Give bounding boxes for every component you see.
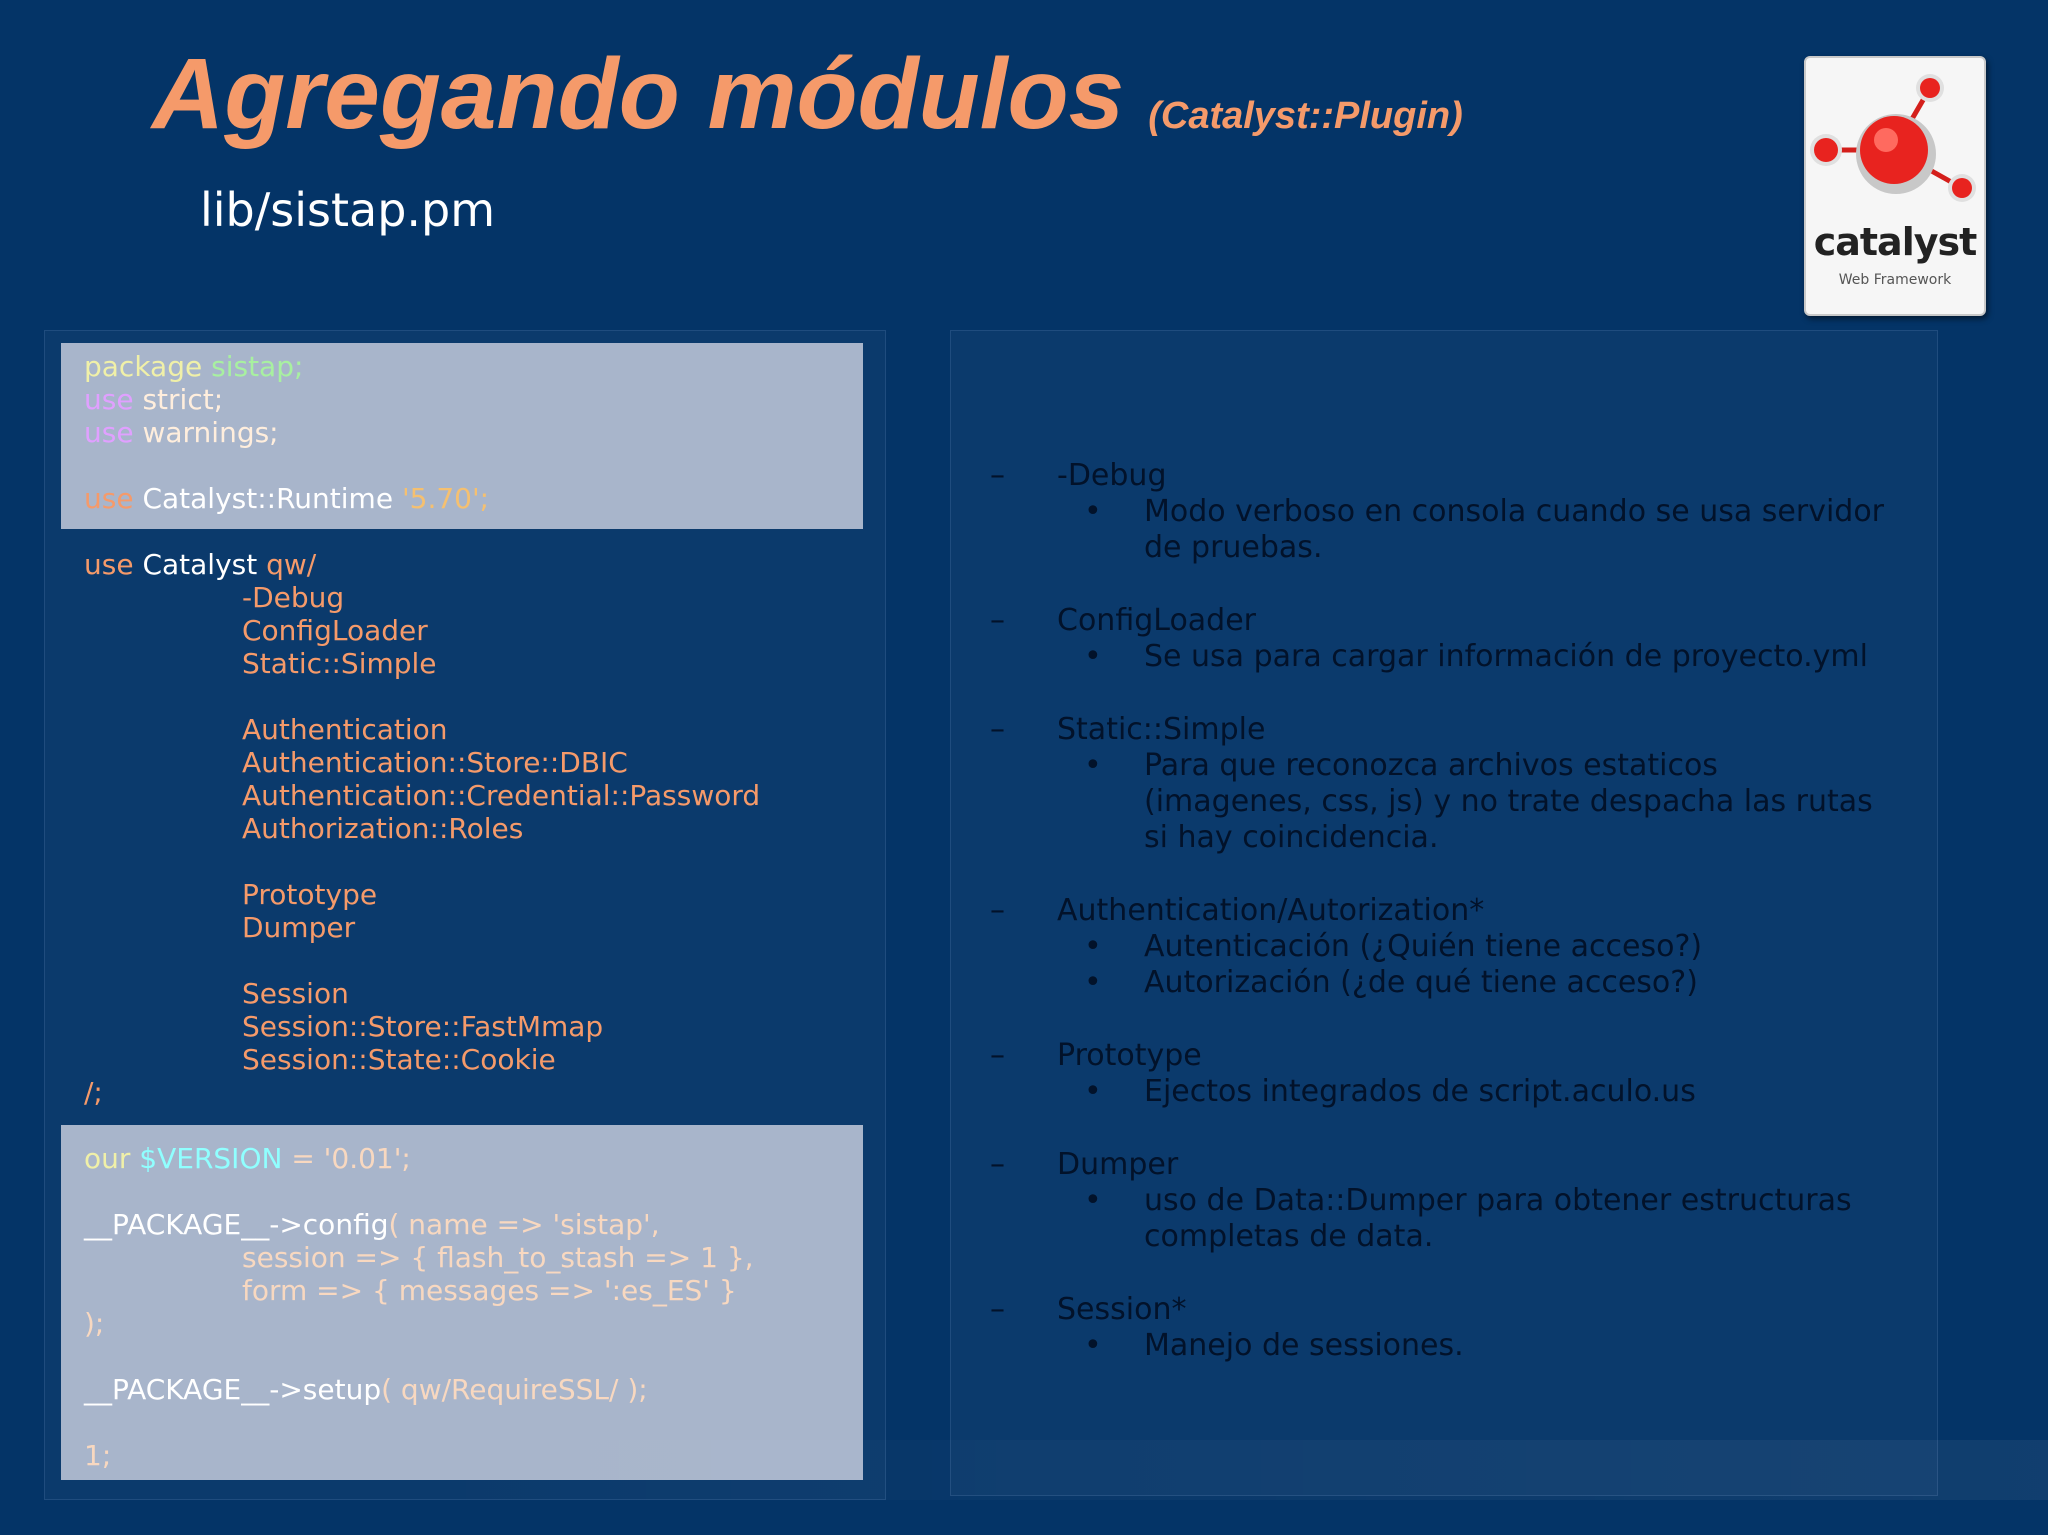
code-variable: $VERSION	[130, 1142, 283, 1175]
code-plugin: Static::Simple	[242, 647, 437, 680]
list-bullet: •	[1084, 639, 1102, 674]
module-name: ConfigLoader	[1057, 603, 1257, 638]
code-keyword: use	[84, 416, 134, 449]
module-name: Static::Simple	[1057, 712, 1266, 747]
code-plugin: Authentication	[242, 713, 448, 746]
code-plugin: Session::State::Cookie	[242, 1043, 556, 1076]
code-plugin: Authentication::Store::DBIC	[242, 746, 628, 779]
module-description: Se usa para cargar información de proyecto.yml	[1144, 639, 1868, 674]
code-token: Catalyst::Runtime	[133, 482, 394, 515]
list-dash: –	[990, 458, 1005, 493]
module-description: Manejo de sessiones.	[1144, 1328, 1464, 1363]
list-dash: –	[990, 893, 1005, 928]
module-name: Prototype	[1057, 1038, 1202, 1073]
list-bullet: •	[1084, 748, 1102, 783]
code-keyword: our	[84, 1142, 131, 1175]
code-token: strict;	[133, 383, 224, 416]
code-line: session => { flash_to_stash => 1 },	[242, 1241, 754, 1274]
code-plugin: Session::Store::FastMmap	[242, 1010, 604, 1043]
code-line	[84, 350, 303, 383]
code-line	[84, 383, 223, 416]
code-line	[84, 1142, 411, 1175]
list-bullet: •	[1084, 1074, 1102, 1109]
module-name: -Debug	[1057, 458, 1167, 493]
code-line: /;	[84, 1076, 103, 1109]
code-line	[84, 482, 489, 515]
module-name: Dumper	[1057, 1147, 1179, 1182]
code-keyword: use	[84, 548, 134, 581]
code-keyword: package	[84, 350, 203, 383]
list-dash: –	[990, 1147, 1005, 1182]
decorative-band	[400, 1440, 2048, 1500]
code-line	[84, 548, 316, 581]
list-dash: –	[990, 712, 1005, 747]
code-plugin: ConfigLoader	[242, 614, 428, 647]
code-token: Catalyst	[133, 548, 258, 581]
code-token: warnings;	[133, 416, 279, 449]
list-dash: –	[990, 603, 1005, 638]
module-description: Modo verboso en consola cuando se usa servidor de pruebas.	[1144, 494, 1885, 565]
list-dash: –	[990, 1292, 1005, 1327]
module-description: Para que reconozca archivos estaticos (imagenes, css, js) y no trate despacha las rutas si hay coincidencia.	[1144, 748, 1873, 855]
code-plugin: Authorization::Roles	[242, 812, 524, 845]
code-token: ( name => 'sistap',	[388, 1208, 660, 1241]
module-description: uso de Data::Dumper para obtener estructuras completas de data.	[1144, 1183, 1852, 1254]
logo-wordmark: catalyst	[1813, 220, 1977, 264]
code-line	[84, 1373, 648, 1406]
code-token: __PACKAGE__->setup	[84, 1373, 382, 1406]
code-plugin: Session	[242, 977, 349, 1010]
code-token: sistap;	[202, 350, 304, 383]
code-line	[84, 1208, 660, 1241]
module-name: Authentication/Autorization*	[1057, 893, 1485, 928]
module-description: Autorización (¿de qué tiene acceso?)	[1144, 965, 1698, 1000]
code-token: = '0.01';	[282, 1142, 411, 1175]
module-description: Ejectos integrados de script.aculo.us	[1144, 1074, 1696, 1109]
slide-title-main: Agregando módulos	[152, 38, 1125, 150]
module-description: Autenticación (¿Quién tiene acceso?)	[1144, 929, 1703, 964]
list-bullet: •	[1084, 1183, 1102, 1218]
catalyst-logo	[1804, 56, 1986, 316]
code-plugin: Dumper	[242, 911, 356, 944]
list-bullet: •	[1084, 1328, 1102, 1363]
list-bullet: •	[1084, 965, 1102, 1000]
code-line	[84, 416, 279, 449]
code-token: __PACKAGE__->config	[84, 1208, 389, 1241]
code-token: ( qw/RequireSSL/ );	[381, 1373, 648, 1406]
slide-title	[152, 38, 1463, 150]
code-line: form => { messages => ':es_ES' }	[242, 1274, 737, 1307]
list-bullet: •	[1084, 494, 1102, 529]
list-dash: –	[990, 1038, 1005, 1073]
slide-title-suffix: (Catalyst::Plugin)	[1148, 95, 1463, 137]
code-keyword: use	[84, 482, 134, 515]
file-path-subtitle: lib/sistap.pm	[200, 183, 496, 237]
code-plugin: Prototype	[242, 878, 378, 911]
code-line: 1;	[84, 1439, 112, 1472]
list-bullet: •	[1084, 929, 1102, 964]
code-plugin: Authentication::Credential::Password	[242, 779, 761, 812]
code-plugin: -Debug	[242, 581, 345, 614]
code-line: );	[84, 1307, 105, 1340]
logo-tagline: Web Framework	[1838, 272, 1952, 288]
code-keyword: use	[84, 383, 134, 416]
code-token: qw/	[257, 548, 317, 581]
catalyst-molecule-logo-icon	[1806, 58, 1984, 228]
code-string: '5.70';	[393, 482, 490, 515]
module-name: Session*	[1057, 1292, 1187, 1327]
